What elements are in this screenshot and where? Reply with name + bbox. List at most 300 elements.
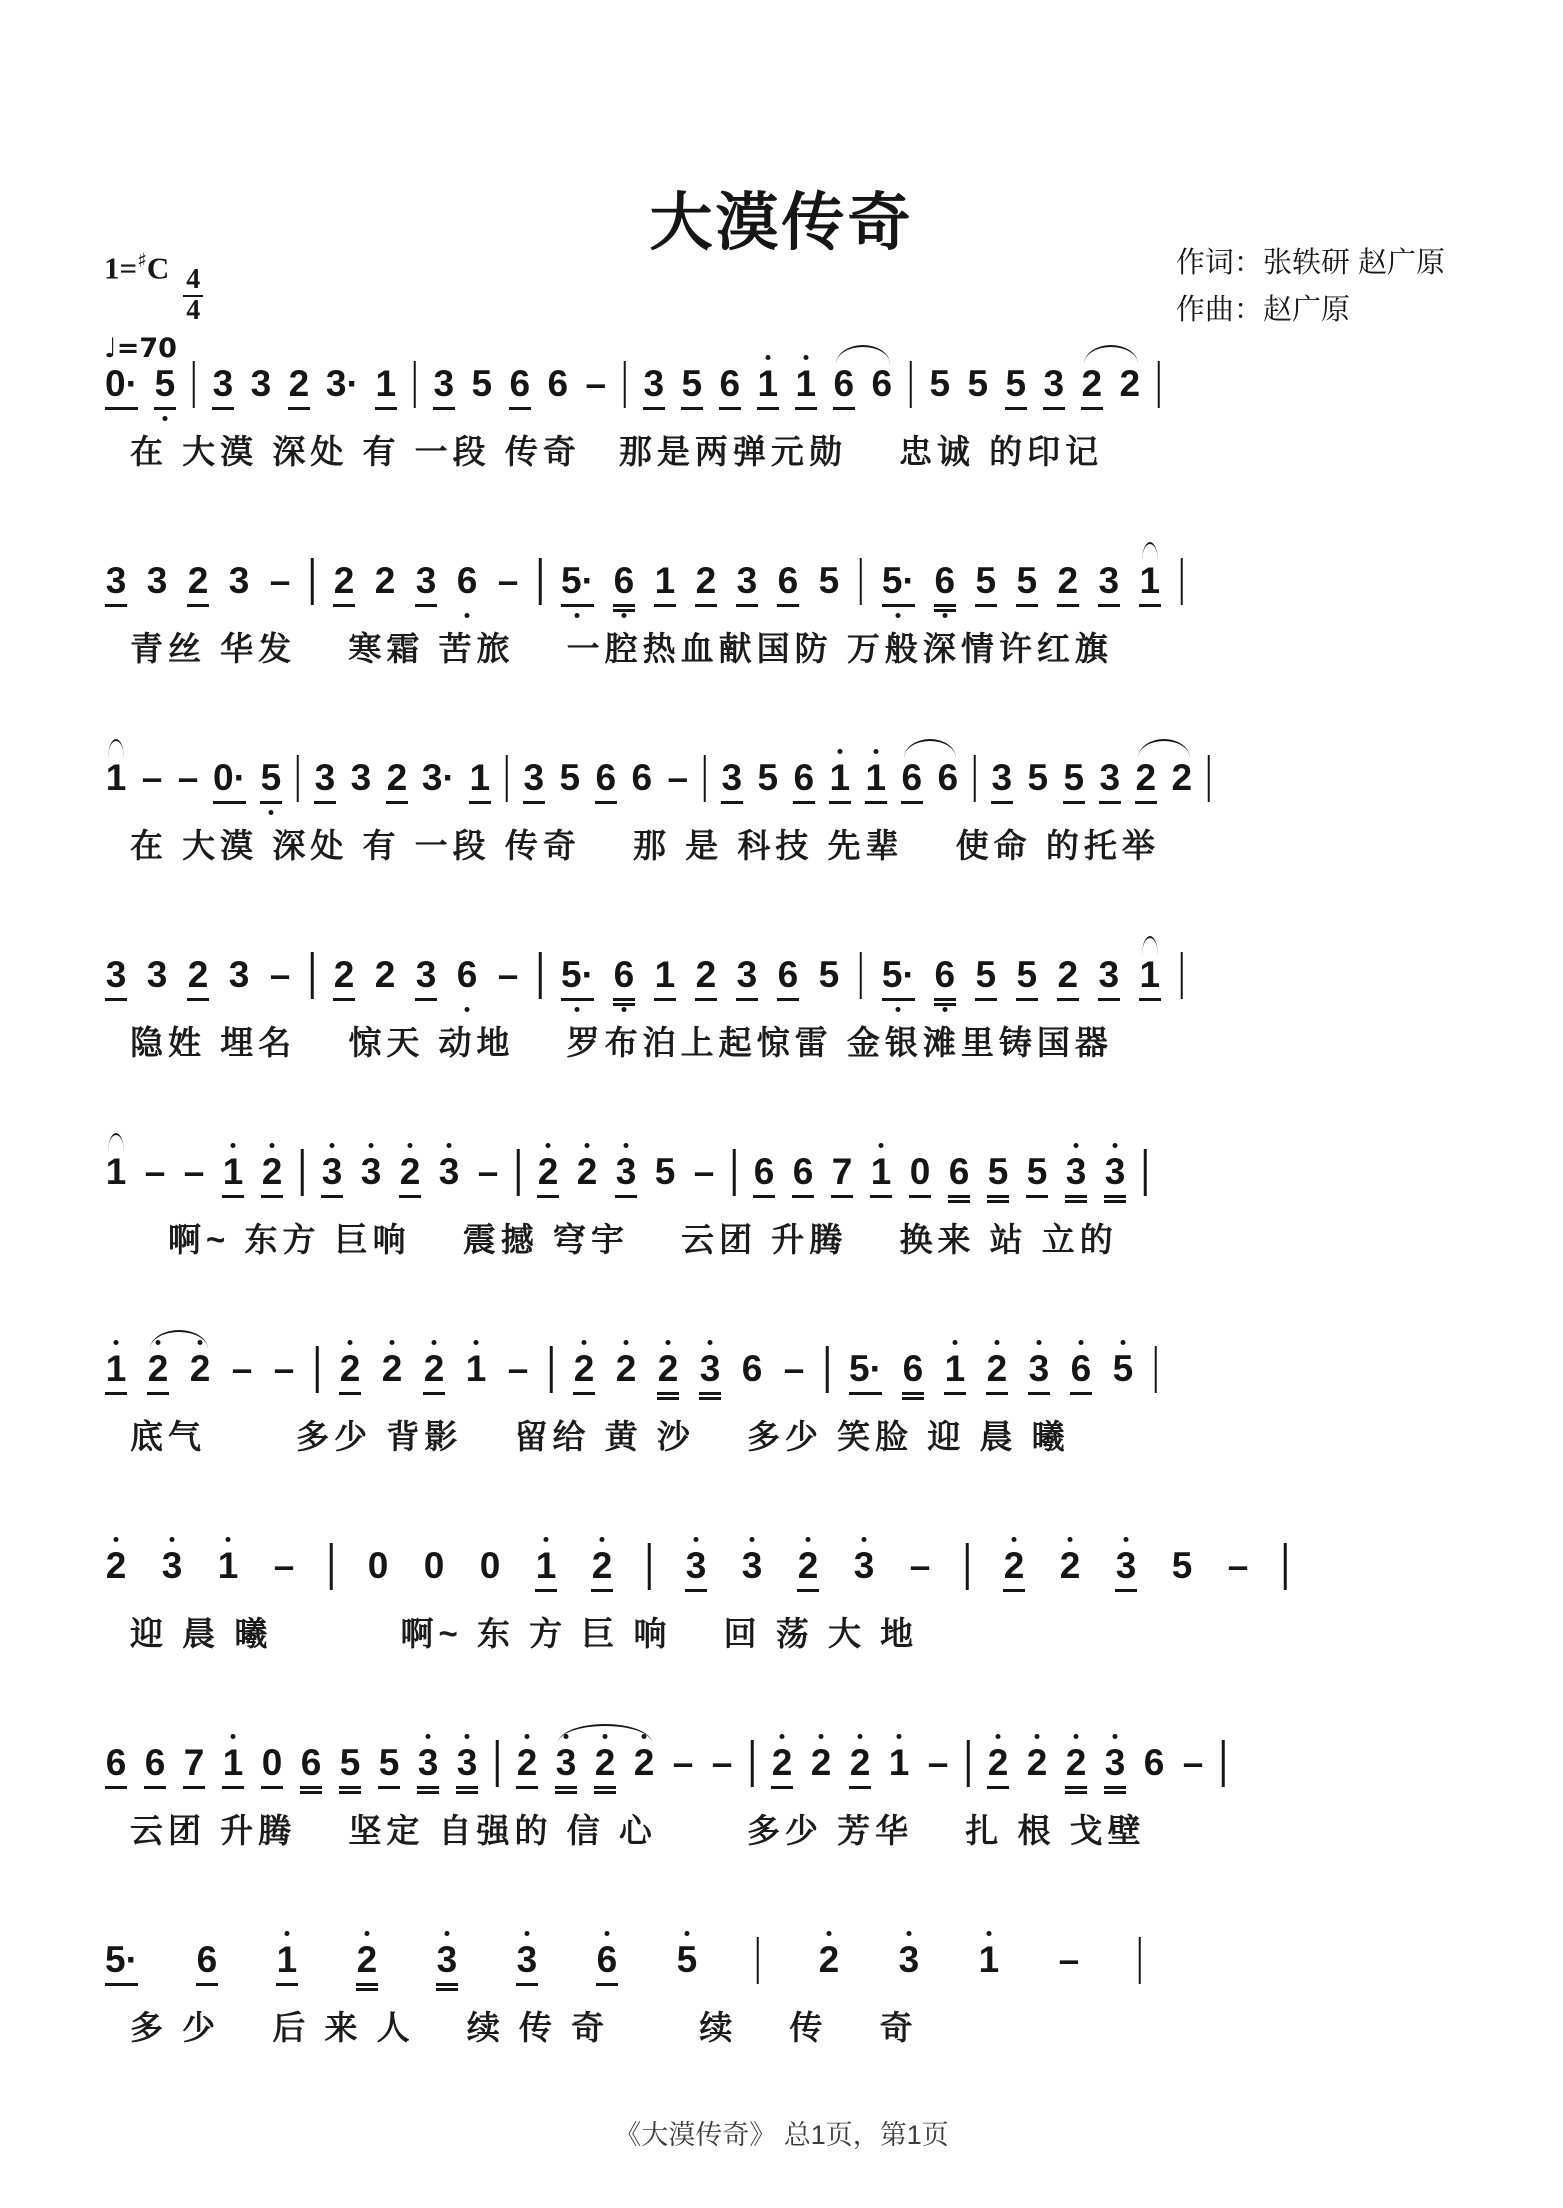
octave-dot-below: [896, 613, 901, 618]
note-token: [986, 1731, 1010, 1801]
duration-dash: [476, 1140, 500, 1210]
underline-eighth: [1057, 998, 1079, 1001]
note-digit: 0·: [105, 363, 138, 404]
credits: [1176, 240, 1445, 334]
note-digit: 3: [555, 1742, 577, 1783]
note-digit: 1: [222, 1742, 244, 1783]
duration-dash: [182, 1140, 206, 1210]
duration-dash: [268, 943, 292, 1013]
underline-eighth: [375, 407, 397, 410]
music-line: [104, 549, 1563, 670]
note-digit: 5·: [881, 954, 915, 995]
underline-eighth: [934, 998, 956, 1001]
barline: [908, 352, 914, 422]
note-digit: 1: [105, 1151, 127, 1192]
note-token: [313, 746, 337, 816]
note-token: [791, 1140, 815, 1210]
note-digit: 6: [613, 560, 635, 601]
note-digit: 2: [1003, 1545, 1025, 1586]
note-digit: 3: [228, 560, 250, 601]
note-digit: 3: [415, 560, 437, 601]
barline: [309, 943, 315, 1013]
underline-eighth: [721, 801, 743, 804]
note-digit: 3·: [421, 757, 455, 798]
note-token: [1111, 1337, 1135, 1407]
note-digit: 6: [792, 1151, 814, 1192]
note-digit: 2: [261, 1151, 283, 1192]
note-digit: 6: [456, 560, 478, 601]
note-digit: 6: [934, 954, 956, 995]
note-token: [1025, 1731, 1049, 1801]
underline-eighth: [436, 1983, 458, 1986]
note-digit: 1: [944, 1348, 966, 1389]
note-digit: 3: [314, 757, 336, 798]
underline-sixteenth: [1104, 1200, 1126, 1203]
note-digit: 2: [695, 954, 717, 995]
note-token: [1058, 1534, 1082, 1604]
time-signature: $\frac{4}{4}$: [183, 267, 203, 324]
note-digit: 3: [615, 1151, 637, 1192]
note-token: [186, 549, 210, 619]
barline: [299, 1140, 305, 1210]
octave-dot-below: [465, 613, 470, 618]
octave-dot-above: [604, 1931, 609, 1936]
note-digit: 5: [1026, 1151, 1048, 1192]
underline-eighth: [1070, 1392, 1092, 1395]
underline-eighth: [321, 1195, 343, 1198]
octave-dot-above: [114, 1340, 119, 1345]
octave-dot-above: [906, 1931, 911, 1936]
note-token: [455, 1731, 479, 1801]
note-digit: 2: [1171, 757, 1193, 798]
note-token: [554, 1731, 578, 1801]
barline: [412, 352, 418, 422]
note-token: [809, 1731, 833, 1801]
note-token: [593, 1731, 617, 1801]
note-digit: 3: [415, 954, 437, 995]
underline-sixteenth: [987, 1200, 1009, 1203]
note-token: [104, 746, 128, 816]
underline-eighth: [212, 407, 234, 410]
note-digit: 5: [681, 363, 703, 404]
underline-eighth: [213, 801, 246, 804]
note-digit: 2: [1065, 1742, 1087, 1783]
note-token: [694, 943, 718, 1013]
underline-eighth: [699, 1392, 721, 1395]
note-token: [881, 943, 916, 1013]
dash-glyph: –: [273, 1545, 295, 1586]
note-digit: 2: [591, 1545, 613, 1586]
underline-eighth: [415, 604, 437, 607]
note-token: [536, 1140, 560, 1210]
underline-eighth: [105, 998, 127, 1001]
underline-eighth: [469, 801, 491, 804]
note-digit: 3: [1065, 1151, 1087, 1192]
note-token: [881, 549, 916, 619]
underline-eighth: [378, 1786, 400, 1789]
underline-eighth: [415, 998, 437, 1001]
note-token: [897, 1928, 921, 1998]
slur-group: [1134, 746, 1194, 816]
note-token: [1103, 1140, 1127, 1210]
underline-eighth: [1016, 604, 1038, 607]
note-token: [1138, 549, 1162, 619]
barline-mark: [757, 1937, 760, 1984]
duration-dash: [272, 1337, 296, 1407]
barline-mark: [860, 952, 863, 999]
note-token: [630, 746, 654, 816]
barline: [515, 1140, 521, 1210]
note-digit: 3: [228, 954, 250, 995]
note-token: [1056, 943, 1080, 1013]
underline-eighth: [535, 1589, 557, 1592]
octave-dot-below: [942, 613, 947, 618]
note-digit: 2: [633, 1742, 655, 1783]
barline: [328, 1534, 334, 1604]
note-token: [796, 1534, 820, 1604]
note-digit: 3: [685, 1545, 707, 1586]
octave-dot-above: [474, 1340, 479, 1345]
note-digit: 5·: [849, 1348, 882, 1389]
octave-dot-above: [1035, 1734, 1040, 1739]
octave-dot-below: [942, 1007, 947, 1012]
underline-eighth: [831, 1195, 853, 1198]
tempo-marking: ♩=70: [104, 332, 177, 364]
note-digit: 2: [339, 1348, 361, 1389]
note-token: [1015, 549, 1039, 619]
note-token: [468, 746, 492, 816]
note-digit: 2: [1135, 757, 1157, 798]
barline: [622, 352, 628, 422]
note-token: [216, 1534, 240, 1604]
note-digit: 3: [456, 1742, 478, 1783]
octave-dot-above: [694, 1537, 699, 1542]
note-digit: 5: [975, 954, 997, 995]
underline-eighth: [865, 801, 887, 804]
note-token: [1098, 746, 1122, 816]
octave-dot-below: [896, 1007, 901, 1012]
underline-eighth: [909, 1195, 931, 1198]
duration-dash: [176, 746, 200, 816]
note-token: [188, 1337, 212, 1407]
note-digit: 5: [1112, 1348, 1134, 1389]
duration-dash: [506, 1337, 530, 1407]
note-token: [1004, 352, 1028, 422]
note-digit: 6: [547, 363, 569, 404]
duration-dash: [496, 943, 520, 1013]
note-token: [355, 1928, 379, 1998]
note-digit: 5: [987, 1151, 1009, 1192]
lyrics-row: 啊~ 东方 巨响 震撼 穹宇 云团 升腾 换来 站 立的: [130, 1221, 1118, 1258]
note-token: [756, 746, 780, 816]
barline: [295, 746, 301, 816]
note-token: [470, 352, 494, 422]
underline-eighth: [753, 1195, 775, 1198]
barline-mark: [826, 1346, 829, 1393]
note-token: [160, 1534, 184, 1604]
note-digit: 5: [339, 1742, 361, 1783]
barline-mark: [974, 755, 977, 802]
note-digit: 2: [810, 1742, 832, 1783]
octave-dot-above: [897, 1734, 902, 1739]
note-token: [1170, 746, 1194, 816]
barline: [858, 549, 864, 619]
note-digit: 6: [596, 1939, 618, 1980]
note-digit: 1: [276, 1939, 298, 1980]
duration-dash: [1226, 1534, 1250, 1604]
note-digit: 1: [105, 1348, 127, 1389]
note-digit: 6: [777, 560, 799, 601]
octave-dot-above: [525, 1734, 530, 1739]
underline-eighth: [870, 1195, 892, 1198]
note-token: [1103, 1731, 1127, 1801]
note-digit: 3: [736, 560, 758, 601]
underline-eighth: [793, 801, 815, 804]
barline: [309, 549, 315, 619]
note-digit: 3: [699, 1348, 721, 1389]
note-digit: 3: [360, 1151, 382, 1192]
note-digit: 1: [465, 1348, 487, 1389]
note-digit: 2: [288, 363, 310, 404]
note-token: [338, 1731, 362, 1801]
notes-row: [104, 1731, 1563, 1801]
note-token: [817, 549, 841, 619]
barline: [504, 746, 510, 816]
dash-glyph: –: [585, 363, 607, 404]
note-token: [887, 1731, 911, 1801]
underline-eighth: [613, 604, 635, 607]
note-token: [195, 1928, 219, 1998]
note-token: [933, 549, 957, 619]
octave-dot-below: [162, 416, 167, 421]
note-token: [455, 943, 479, 1013]
duration-dash: [710, 1731, 734, 1801]
barline-mark: [193, 361, 196, 408]
note-token: [1097, 549, 1121, 619]
underline-eighth: [736, 998, 758, 1001]
underline-eighth: [792, 1195, 814, 1198]
note-digit: 5: [818, 560, 840, 601]
underline-eighth: [1099, 801, 1121, 804]
note-token: [332, 549, 356, 619]
note-digit: 0: [909, 1151, 931, 1192]
underline-eighth: [1098, 998, 1120, 1001]
octave-dot-above: [564, 1734, 569, 1739]
underline-eighth: [105, 604, 127, 607]
note-token: [817, 1928, 841, 1998]
note-digit: 2: [695, 560, 717, 601]
note-digit: 5: [654, 1151, 676, 1192]
octave-dot-above: [879, 1143, 884, 1148]
note-token: [437, 1140, 461, 1210]
note-digit: 5: [818, 954, 840, 995]
note-digit: 0: [479, 1545, 501, 1586]
underline-eighth: [613, 998, 635, 1001]
note-digit: 0: [423, 1545, 445, 1586]
octave-dot-above: [862, 1537, 867, 1542]
note-token: [653, 943, 677, 1013]
note-token: [464, 1337, 488, 1407]
duration-dash: [496, 549, 520, 619]
lyrics-row: 隐姓 埋名 惊天 动地 罗布泊上起惊雷 金银滩里铸国器: [130, 1024, 1113, 1061]
note-digit: 3: [1043, 363, 1065, 404]
quarter-note-icon: ♩: [104, 332, 117, 364]
note-digit: 5: [929, 363, 951, 404]
score: [0, 342, 1563, 2049]
note-digit: 5·: [105, 1939, 138, 1980]
note-token: [227, 549, 251, 619]
duration-dash: [926, 1731, 950, 1801]
duration-dash: [272, 1534, 296, 1604]
note-digit: 5: [757, 757, 779, 798]
note-digit: 2: [333, 954, 355, 995]
note-token: [794, 352, 818, 422]
barline-mark: [1181, 558, 1184, 605]
octave-dot-above: [837, 749, 842, 754]
underline-eighth: [147, 1392, 169, 1395]
octave-dot-above: [585, 1143, 590, 1148]
note-digit: 6: [777, 954, 799, 995]
note-token: [186, 943, 210, 1013]
sharp-icon: ♯: [137, 248, 147, 272]
octave-dot-above: [546, 1143, 551, 1148]
note-token: [275, 1928, 299, 1998]
note-token: [380, 1337, 404, 1407]
duration-dash: [1181, 1731, 1205, 1801]
duration-dash: [140, 746, 164, 816]
note-digit: 6: [793, 757, 815, 798]
underline-eighth: [829, 801, 851, 804]
dash-glyph: –: [1227, 1545, 1249, 1586]
octave-dot-above: [1074, 1143, 1079, 1148]
duration-dash: [908, 1534, 932, 1604]
note-token: [1118, 352, 1142, 422]
note-token: [104, 352, 139, 422]
barline-mark: [1144, 1149, 1147, 1196]
note-digit: 3: [1104, 1151, 1126, 1192]
underline-eighth: [561, 604, 594, 607]
music-line: [104, 746, 1563, 867]
note-digit: 3: [250, 363, 272, 404]
underline-eighth: [516, 1786, 538, 1789]
barline-mark: [966, 1543, 969, 1590]
note-token: [870, 352, 894, 422]
underline-eighth: [975, 604, 997, 607]
underline-sixteenth: [436, 1988, 458, 1991]
note-token: [1042, 352, 1066, 422]
note-token: [901, 1337, 925, 1407]
barline: [824, 1337, 830, 1407]
barline-mark: [301, 1149, 304, 1196]
barline: [749, 1731, 755, 1801]
underline-eighth: [1104, 1195, 1126, 1198]
note-token: [1134, 746, 1158, 816]
underline-eighth: [777, 998, 799, 1001]
note-token: [522, 746, 546, 816]
note-token: [848, 1731, 872, 1801]
octave-dot-above: [330, 1143, 335, 1148]
barline: [494, 1731, 500, 1801]
note-digit: 2: [187, 560, 209, 601]
note-token: [338, 1337, 362, 1407]
note-token: [104, 1731, 128, 1801]
note-token: [221, 1731, 245, 1801]
octave-dot-above: [348, 1340, 353, 1345]
underline-eighth: [657, 1392, 679, 1395]
note-digit: 6: [719, 363, 741, 404]
note-digit: 6: [144, 1742, 166, 1783]
underline-sixteenth: [594, 1791, 616, 1794]
note-token: [414, 943, 438, 1013]
octave-dot-above: [444, 1931, 449, 1936]
barline-mark: [967, 1740, 970, 1787]
note-digit: 2: [771, 1742, 793, 1783]
note-token: [455, 549, 479, 619]
octave-dot-above: [780, 1734, 785, 1739]
note-digit: 3: [417, 1742, 439, 1783]
dash-glyph: –: [667, 757, 689, 798]
barline-mark: [1208, 755, 1211, 802]
note-digit: 1: [375, 363, 397, 404]
duration-dash: [143, 1140, 167, 1210]
note-digit: 5: [1027, 757, 1049, 798]
note-digit: 5: [967, 363, 989, 404]
underline-eighth: [314, 801, 336, 804]
note-token: [642, 352, 666, 422]
slur-group: [1138, 549, 1162, 619]
octave-dot-above: [1012, 1537, 1017, 1542]
barline: [755, 1928, 761, 1998]
music-line: [104, 1928, 1563, 2049]
note-digit: 5: [1063, 757, 1085, 798]
underline-eighth: [991, 801, 1013, 804]
note-digit: 2: [516, 1742, 538, 1783]
note-digit: 1: [865, 757, 887, 798]
note-digit: 6: [509, 363, 531, 404]
underline-eighth: [196, 1983, 218, 1986]
note-token: [985, 1337, 1009, 1407]
note-digit: 1: [535, 1545, 557, 1586]
note-digit: 5: [471, 363, 493, 404]
underline-eighth: [339, 1392, 361, 1395]
barline: [1156, 352, 1162, 422]
barline-mark: [1158, 361, 1161, 408]
lyrics-row: 云团 升腾 坚定 自强的 信 心 多少 芳华 扎 根 戈壁: [130, 1812, 1146, 1849]
note-token: [680, 352, 704, 422]
note-digit: 6: [105, 1742, 127, 1783]
underline-eighth: [1043, 407, 1065, 410]
note-digit: 3: [1098, 954, 1120, 995]
octave-dot-below: [621, 613, 626, 618]
note-digit: 2: [818, 1939, 840, 1980]
note-digit: 2: [386, 757, 408, 798]
note-token: [656, 1337, 680, 1407]
octave-dot-above: [603, 1734, 608, 1739]
note-digit: 2: [537, 1151, 559, 1192]
note-digit: 1: [469, 757, 491, 798]
octave-dot-above: [858, 1734, 863, 1739]
octave-dot-above: [1113, 1734, 1118, 1739]
note-digit: 6: [741, 1348, 763, 1389]
underline-sixteenth: [934, 609, 956, 612]
octave-dot-above: [666, 1340, 671, 1345]
note-token: [740, 1337, 764, 1407]
octave-dot-above: [996, 1734, 1001, 1739]
underline-eighth: [594, 1786, 616, 1789]
note-digit: 2: [381, 1348, 403, 1389]
underline-eighth: [1139, 604, 1161, 607]
note-digit: 2: [849, 1742, 871, 1783]
